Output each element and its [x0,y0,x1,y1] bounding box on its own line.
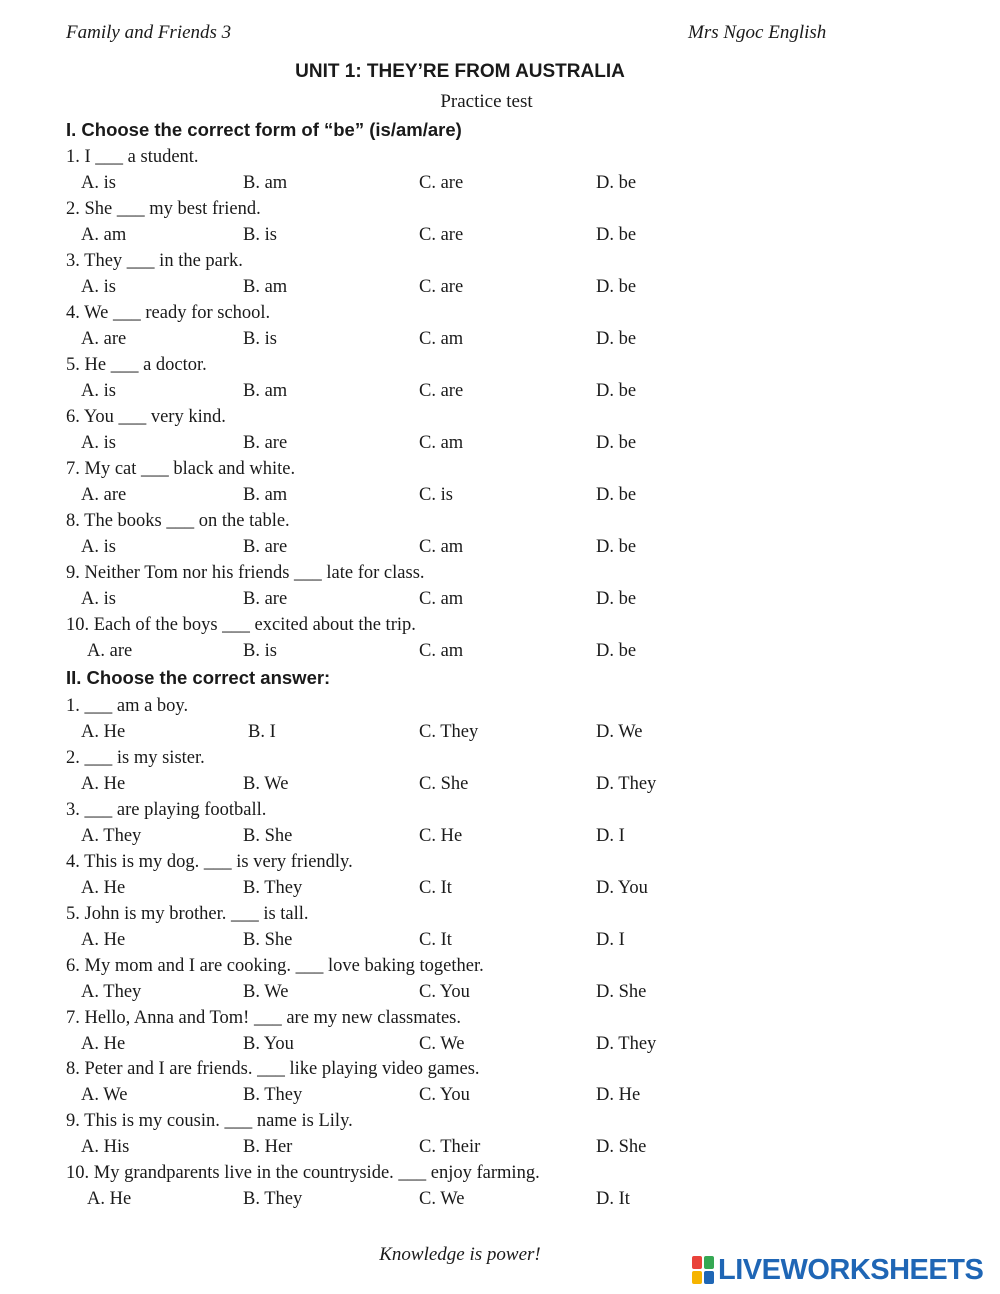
answer-option[interactable]: B. She [243,930,293,950]
answer-option[interactable]: B. I [248,722,276,742]
answer-option[interactable]: D. be [596,173,637,193]
answer-option[interactable]: C. am [419,537,464,557]
answer-option[interactable]: C. We [419,1189,465,1209]
section-title: I. Choose the correct form of “be” (is/am/are) [66,119,462,140]
answer-option[interactable]: D. He [596,1085,641,1105]
answer-option[interactable]: C. It [419,930,452,950]
answer-option[interactable]: B. We [243,982,289,1002]
answer-option[interactable]: C. are [419,381,464,401]
answer-option[interactable]: C. is [419,485,453,505]
liveworksheets-logo[interactable] [692,1253,992,1287]
answer-option[interactable]: B. are [243,537,288,557]
answer-option[interactable]: A. is [81,589,116,609]
answer-option[interactable]: A. He [81,930,126,950]
logo-mark-icon [692,1256,714,1284]
answer-option[interactable]: D. be [596,277,637,297]
question-text: 10. Each of the boys ___ excited about the trip. [66,615,416,635]
answer-option[interactable]: B. are [243,433,288,453]
answer-option[interactable]: A. They [81,982,142,1002]
answer-option[interactable]: C. He [419,826,463,846]
answer-option[interactable]: C. are [419,277,464,297]
answer-option[interactable]: D. be [596,433,637,453]
question-text: 3. They ___ in the park. [66,251,243,271]
answer-option[interactable]: A. He [81,878,126,898]
question-text: 9. Neither Tom nor his friends ___ late for class. [66,563,425,583]
answer-option[interactable]: A. is [81,277,116,297]
answer-option[interactable]: A. He [81,722,126,742]
answer-option[interactable]: C. You [419,982,470,1002]
answer-option[interactable]: C. am [419,589,464,609]
answer-option[interactable]: B. She [243,826,293,846]
answer-option[interactable]: D. They [596,774,657,794]
answer-option[interactable]: A. They [81,826,142,846]
question-text: 8. The books ___ on the table. [66,511,290,531]
answer-option[interactable]: A. is [81,433,116,453]
answer-option[interactable]: D. You [596,878,648,898]
answer-option[interactable]: C. are [419,173,464,193]
answer-option[interactable]: C. am [419,641,464,661]
answer-option[interactable]: B. am [243,381,288,401]
question-text: 7. Hello, Anna and Tom! ___ are my new classmates. [66,1008,461,1028]
answer-option[interactable]: A. He [87,1189,132,1209]
answer-option[interactable]: A. His [81,1137,130,1157]
footer-motto: Knowledge is power! [379,1244,541,1265]
answer-option[interactable]: B. They [243,1085,303,1105]
answer-option[interactable]: D. be [596,589,637,609]
logo-text: LIVEWORKSHEETS [718,1253,984,1286]
answer-option[interactable]: B. am [243,173,288,193]
question-text: 6. My mom and I are cooking. ___ love baking together. [66,956,484,976]
answer-option[interactable]: B. is [243,641,277,661]
answer-option[interactable]: D. She [596,982,647,1002]
answer-option[interactable]: C. am [419,329,464,349]
question-text: 8. Peter and I are friends. ___ like playing video games. [66,1059,480,1079]
question-text: 5. He ___ a doctor. [66,355,207,375]
answer-option[interactable]: C. are [419,225,464,245]
answer-option[interactable]: B. Her [243,1137,293,1157]
answer-option[interactable]: D. We [596,722,643,742]
page-title: UNIT 1: THEY’RE FROM AUSTRALIA [295,61,625,82]
answer-option[interactable]: B. is [243,329,277,349]
answer-option[interactable]: A. He [81,1034,126,1054]
answer-option[interactable]: C. It [419,878,452,898]
answer-option[interactable]: A. are [81,485,127,505]
answer-option[interactable]: C. They [419,722,479,742]
page-subtitle: Practice test [440,91,533,112]
answer-option[interactable]: C. Their [419,1137,481,1157]
answer-option[interactable]: B. am [243,277,288,297]
answer-option[interactable]: D. be [596,641,637,661]
answer-option[interactable]: B. We [243,774,289,794]
question-text: 1. ___ am a boy. [66,696,189,716]
section-title: II. Choose the correct answer: [66,667,331,688]
answer-option[interactable]: D. be [596,537,637,557]
question-text: 2. She ___ my best friend. [66,199,261,219]
header-book-title: Family and Friends 3 [66,22,232,43]
question-text: 3. ___ are playing football. [66,800,267,820]
answer-option[interactable]: A. are [87,641,133,661]
answer-option[interactable]: B. am [243,485,288,505]
question-text: 2. ___ is my sister. [66,748,205,768]
answer-option[interactable]: A. is [81,173,116,193]
question-text: 7. My cat ___ black and white. [66,459,296,479]
header-author: Mrs Ngoc English [688,22,827,43]
answer-option[interactable]: D. be [596,225,637,245]
question-text: 6. You ___ very kind. [66,407,226,427]
answer-option[interactable]: B. You [243,1034,294,1054]
question-text: 4. This is my dog. ___ is very friendly. [66,852,353,872]
answer-option[interactable]: B. They [243,1189,303,1209]
answer-option[interactable]: C. She [419,774,469,794]
answer-option[interactable]: D. be [596,381,637,401]
answer-option[interactable]: D. It [596,1189,630,1209]
answer-option[interactable]: A. We [81,1085,128,1105]
answer-option[interactable]: B. is [243,225,277,245]
answer-option[interactable]: B. are [243,589,288,609]
answer-option[interactable]: D. I [596,930,625,950]
answer-option[interactable]: C. You [419,1085,470,1105]
question-text: 5. John is my brother. ___ is tall. [66,904,309,924]
answer-option[interactable]: D. She [596,1137,647,1157]
answer-option[interactable]: D. be [596,485,637,505]
question-text: 10. My grandparents live in the countryside. ___ enjoy farming. [66,1163,540,1183]
answer-option[interactable]: D. be [596,329,637,349]
question-text: 9. This is my cousin. ___ name is Lily. [66,1111,353,1131]
answer-option[interactable]: A. are [81,329,127,349]
answer-option[interactable]: C. We [419,1034,465,1054]
answer-option[interactable]: B. They [243,878,303,898]
answer-option[interactable]: D. They [596,1034,657,1054]
answer-option[interactable]: A. He [81,774,126,794]
question-text: 4. We ___ ready for school. [66,303,271,323]
answer-option[interactable]: A. is [81,537,116,557]
question-text: 1. I ___ a student. [66,147,199,167]
answer-option[interactable]: C. am [419,433,464,453]
answer-option[interactable]: D. I [596,826,625,846]
answer-option[interactable]: A. am [81,225,127,245]
answer-option[interactable]: A. is [81,381,116,401]
